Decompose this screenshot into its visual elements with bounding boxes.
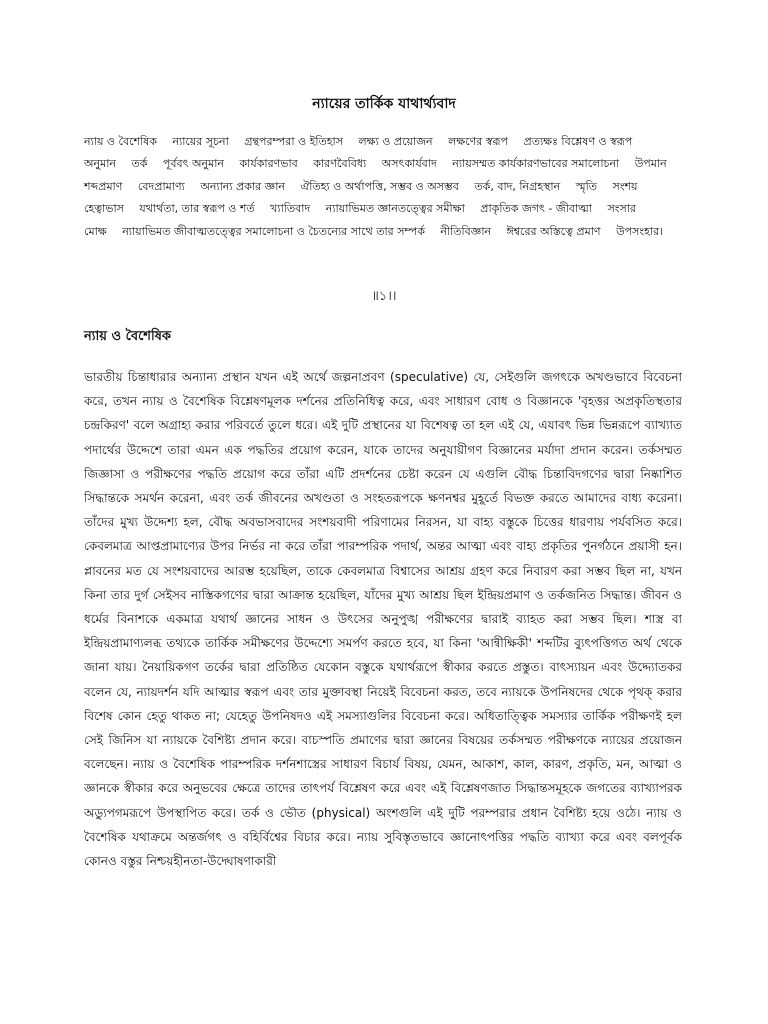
toc-item[interactable]: ন্যায় ও বৈশেষিক	[84, 135, 157, 148]
page-title: ন্যায়ের তার্কিক যাথার্থ্যবাদ	[312, 96, 456, 112]
toc-item[interactable]: নীতিবিজ্ঞান	[440, 224, 492, 238]
toc-item[interactable]: অন্যান্য প্রকার জ্ঞান	[200, 179, 285, 193]
toc-item[interactable]: ন্যায়াভিমত জ্ঞানতত্ত্বের সমীক্ষা	[325, 202, 465, 216]
toc-item[interactable]: খ্যাতিবাদ	[270, 202, 311, 216]
toc-item[interactable]: যথার্থতা, তার স্বরূপ ও শর্ত	[139, 202, 255, 216]
toc-item[interactable]: কার্যকারণভাব	[239, 157, 298, 171]
toc-item[interactable]: প্রাকৃতিক জগৎ - জীবাত্মা	[480, 202, 592, 216]
toc-item[interactable]: উপমান	[634, 157, 667, 171]
toc-item[interactable]: লক্ষণের স্বরূপ	[448, 135, 508, 148]
table-of-contents	[84, 131, 684, 243]
toc-item[interactable]: ন্যায়সম্মত কার্যকারণভাবের সমালোচনা	[452, 157, 620, 171]
toc-item[interactable]: ন্যায়ের সূচনা	[172, 135, 229, 148]
toc-item[interactable]: ন্যায়াভিমত জীবাত্মতত্ত্বের সমালোচনা ও চৈতন্যের সাথে তার সম্পর্ক	[122, 224, 425, 238]
section-marker: ॥১।।	[371, 289, 397, 304]
toc-item[interactable]: কারণবৈবিধ্য	[313, 157, 367, 171]
toc-item[interactable]: ঐতিহ্য ও অর্থাপত্তি, সম্ভব ও অসম্ভব	[300, 179, 459, 193]
toc-item[interactable]: শব্দপ্রমাণ	[84, 179, 123, 193]
toc-item[interactable]: অসৎকার্যবাদ	[381, 157, 437, 171]
toc-item[interactable]: পূর্ববৎ অনুমান	[162, 157, 224, 171]
toc-item[interactable]: প্রত্যক্ষঃ বিশ্লেষণ ও স্বরূপ	[523, 135, 633, 148]
toc-item[interactable]: সংশয়	[612, 179, 638, 193]
toc-item[interactable]: উপসংহার।	[616, 224, 664, 238]
toc-item[interactable]: লক্ষ্য ও প্রয়োজন	[358, 135, 433, 148]
toc-item[interactable]: সংসার	[607, 202, 636, 216]
toc-item[interactable]: মোক্ষ	[84, 224, 107, 238]
toc-item[interactable]: অনুমান	[84, 157, 116, 171]
body-paragraph: ভারতীয় চিন্তাধারার অন্যান্য প্রস্থান যখন এই অর্থে জল্পনাপ্রবণ (speculative) যে, সেইগুলি জগৎকে অখণ্ডভাবে বিবেচনা করে, তখন ন্যায় ও বৈশেষিক বিশ্লেষণমূলক দর্শনের প্রতিনিধিত্ব করে, এবং সাধারণ বোধ ও বিজ্ঞানকে 'বৃহত্তর অপ্রকৃতিস্থতার চন্দ্রকিরণ' বলে অগ্রাহ্য করার পরিবর্তে তুলে ধরে। এই দুটি প্রস্থানের যা বিশেষত্ব তা হল এই যে, এযাবৎ ভিন্ন ভিন্নরূপে ব্যাখ্যাত পদার্থের উদ্দেশে তারা এমন এক পদ্ধতির প্রয়োগ করেন, যাকে তাদের অনুযায়ীগণ বিজ্ঞানের মর্যাদা প্রদান করেন। তর্কসম্মত জিজ্ঞাসা ও পরীক্ষণের পদ্ধতি প্রয়োগ করে তাঁরা এটি প্রদর্শনের চেষ্টা করেন যে এগুলি বৌদ্ধ চিন্তাবিদগণের দ্বারা নিষ্কাশিত সিদ্ধান্তকে সমর্থন করেনা, এবং তর্ক জীবনের অখণ্ডতা ও সংহতরূপকে ক্ষণনশ্বর মুহূর্তে বিভক্ত করতে আমাদের বাধ্য করেনা। তাঁদের মুখ্য উদ্দেশ্য হল, বৌদ্ধ অবভাসবাদের সংশয়বাদী পরিণামের নিরসন, যা বাহ্য বস্তুকে চিত্তের ধারণায় পর্যবসিত করে। কেবলমাত্র আপ্তপ্রামাণ্যের উপর নির্ভর না করে তাঁরা পারম্পরিক পদার্থ, অন্তর আত্মা এবং বাহ্য প্রকৃতির পুনর্গঠনে প্রয়াসী হন। প্লাবনের মত যে সংশয়বাদের আরম্ভ হয়েছিল, তাকে কেবলমাত্র বিশ্বাসের আশ্রয় গ্রহণ করে নিবারণ করা সম্ভব ছিল না, যখন কিনা তার দুর্গ সেইসব নাস্তিকগণের দ্বারা আক্রান্ত হয়েছিল, যাঁদের মুখ্য আশ্রয় ছিল ইন্দ্রিয়প্রমাণ ও তর্কজনিত সিদ্ধান্ত। জীবন ও ধর্মের বিনাশকে একমাত্র যথার্থ জ্ঞানের সাধন ও উৎসের অনুপুঙ্খ পরীক্ষণের দ্বারাই ব্যাহত করা সম্ভব ছিল। শাস্ত্র বা ইন্দ্রিয়প্রামাণ্যলব্ধ তথ্যকে তার্কিক সমীক্ষণের উদ্দেশ্যে সমর্পণ করতে হবে, যা কিনা 'আন্বীক্ষিকী' শব্দটির ব্যুৎপত্তিগত অর্থ থেকে জানা যায়। নৈয়ায়িকগণ তর্কের দ্বারা প্রতিষ্ঠিত যেকোন বস্তুকে যথার্থরূপে স্বীকার করতে প্রস্তুত। বাৎস্যায়ন এবং উদ্দ্যোতকর বলেন যে, ন্যায়দর্শন যদি আত্মার স্বরূপ এবং তার মুক্তাবস্থা নিয়েই বিবেচনা করত, তবে ন্যায়কে উপনিষদের থেকে পৃথক্ করার বিশেষ কোন হেতু থাকত না; যেহেতু উপনিষদও এই সমস্যাগুলির বিবেচনা করে। অধিতাত্ত্বিক সমস্যার তার্কিক পরীক্ষণই হল সেই জিনিস যা ন্যায়কে বৈশিষ্ট্য প্রদান করে। বাচস্পতি প্রমাণের দ্বারা জ্ঞানের বিষয়ের তর্কসম্মত পরীক্ষণকে ন্যায়ের প্রয়োজন বলেছেন। ন্যায় ও বৈশেষিক পারম্পরিক দর্শনশাস্ত্রের সাধারণ বিচার্য বিষয়, যেমন, আকাশ, কাল, কারণ, প্রকৃতি, মন, আত্মা ও জ্ঞানকে স্বীকার করে অনুভবের ক্ষেত্রে তাদের তাৎপর্য বিশ্লেষণ করে এবং এই বিশ্লেষণজাত সিদ্ধান্তসমূহকে জগতের ব্যাখ্যাপরক অড্যুপগমরূপে উপস্থাপিত করে। তর্ক ও ভৌত (physical) অংশগুলি এই দুটি পরম্পরার প্রধান বৈশিষ্ট্য হয়ে ওঠে। ন্যায় ও বৈশেষিক যথাক্রমে অন্তর্জগৎ ও বহির্বিশ্বের বিচার করে। ন্যায় সুবিস্তৃতভাবে জ্ঞানোৎপত্তির পদ্ধতি ব্যাখ্যা করে এবং বলপূর্বক কোনও বস্তুর নিশ্চয়হীনতা-উদ্ঘোষণাকারী	[84, 370, 682, 869]
toc-item[interactable]: তর্ক	[131, 157, 148, 171]
toc-item[interactable]: গ্রন্থপরম্পরা ও ইতিহাস	[244, 135, 343, 148]
toc-item[interactable]: বেদপ্রামাণ্য	[137, 179, 185, 193]
toc-item[interactable]: তর্ক, বাদ, নিগ্রহস্থান	[474, 179, 561, 193]
toc-item[interactable]: স্মৃতি	[575, 179, 598, 193]
toc-item[interactable]: ঈশ্বরের অস্তিত্বে প্রমাণ	[506, 224, 601, 238]
section-heading: ন্যায় ও বৈশেষিক	[84, 329, 171, 344]
toc-item[interactable]: হেত্বাভাস	[84, 202, 124, 216]
